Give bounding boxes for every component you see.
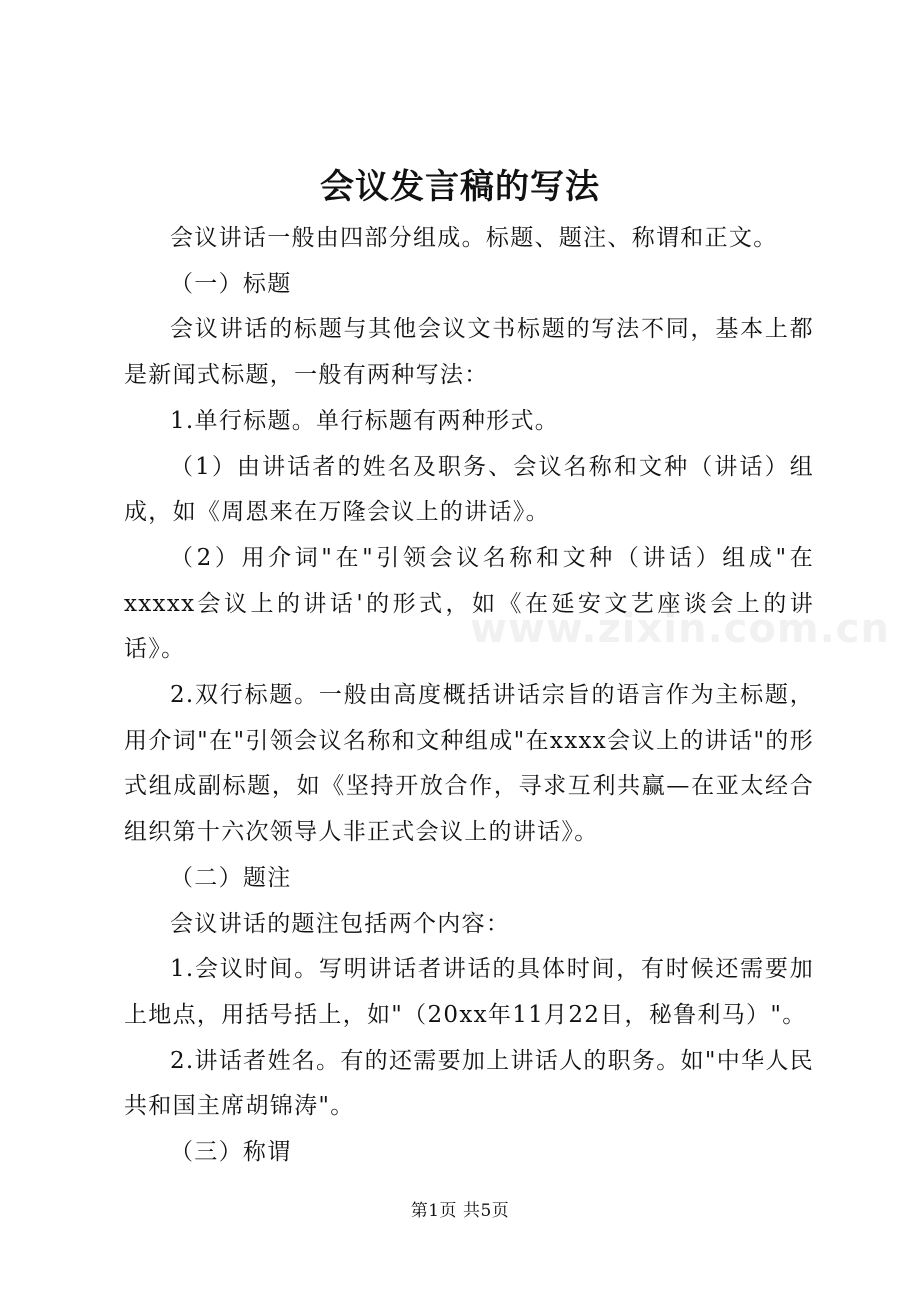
paragraph: 1.单行标题。单行标题有两种形式。 (170, 407, 560, 434)
paragraph: 会议讲话一般由四部分组成。标题、题注、称谓和正文。 (170, 225, 778, 251)
watermark: www.zixin.com.cn (470, 606, 890, 652)
paragraph: 会议讲话的题注包括两个内容： (170, 910, 511, 937)
paragraph: 2.讲话者姓名。有的还需要加上讲话人的职务。如"中华人民共和国主席胡锦涛"。 (124, 1047, 814, 1120)
paragraph: 1.会议时间。写明讲话者讲话的具体时间，有时候还需要加上地点，用括号括上，如"（20xx年11月22日，秘鲁利马）"。 (124, 956, 814, 1028)
section-heading: （一）标题 (170, 270, 292, 297)
page-footer: 第1页 共5页 (410, 1201, 510, 1221)
section-heading: （三）称谓 (170, 1139, 292, 1166)
paragraph: 会议讲话的标题与其他会议文书标题的写法不同，基本上都是新闻式标题，一般有两种写法： (124, 316, 814, 389)
paragraph: 2.双行标题。一般由高度概括讲话宗旨的语言作为主标题，用介词"在"引领会议名称和文种组成"在xxxx会议上的讲话"的形式组成副标题，如《坚持开放合作，寻求互利共赢—在亚太经合组织第十六次领导人非正式会议上的讲话》。 (124, 682, 814, 846)
section-heading: （二）题注 (170, 864, 292, 891)
paragraph: （1）由讲话者的姓名及职务、会议名称和文种（讲话）组成，如《周恩来在万隆会议上的讲话》。 (124, 453, 814, 526)
document-body (124, 216, 814, 1176)
document-title: 会议发言稿的写法 (320, 167, 600, 207)
paragraph: （2）用介词"在"引领会议名称和文种（讲话）组成"在xxxxx会议上的讲话'的形式，如《在延安文艺座谈会上的讲话》。 (124, 544, 814, 663)
